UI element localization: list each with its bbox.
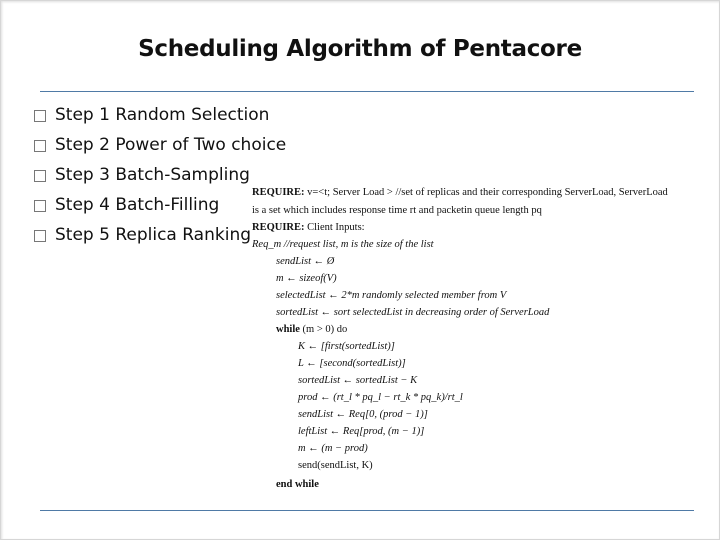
checkbox-bullet-icon xyxy=(34,170,46,182)
algo-line: end while xyxy=(276,479,319,490)
algo-line: sendList ← Ø xyxy=(276,256,335,267)
bullet-text: Step 3 Batch-Sampling xyxy=(55,165,250,185)
algo-line: sortedList ← sortedList − K xyxy=(298,375,418,386)
bullet-text: Step 4 Batch-Filling xyxy=(55,195,220,215)
slide-title: Scheduling Algorithm of Pentacore xyxy=(138,36,582,62)
checkbox-bullet-icon xyxy=(34,140,46,152)
checkbox-bullet-icon xyxy=(34,200,46,212)
algo-line: sendList ← Req[0, (prod − 1)] xyxy=(298,409,428,420)
algo-line: is a set which includes response time rt and packetin queue length pq xyxy=(252,205,542,216)
algo-line: send(sendList, K) xyxy=(298,460,373,471)
checkbox-bullet-icon xyxy=(34,110,46,122)
algo-line: m ← (m − prod) xyxy=(298,443,368,454)
algo-line: Req_m //request list, m is the size of the list xyxy=(252,239,434,250)
algo-line: REQUIRE: v=<t; Server Load > //set of replicas and their corresponding ServerLoad, ServerLoad xyxy=(252,187,668,198)
algo-line: sortedList ← sort selectedList in decreasing order of ServerLoad xyxy=(276,307,550,318)
bullet-text: Step 5 Replica Ranking xyxy=(55,225,252,245)
bullet-list xyxy=(34,100,286,250)
bullet-text: Step 2 Power of Two choice xyxy=(55,135,287,155)
checkbox-bullet-icon xyxy=(34,230,46,242)
bullet-item xyxy=(34,160,286,190)
bullet-item xyxy=(34,190,286,220)
algo-line: REQUIRE: Client Inputs: xyxy=(252,222,365,233)
bullet-item xyxy=(34,100,286,130)
bottom-divider xyxy=(40,510,694,511)
bullet-text: Step 1 Random Selection xyxy=(55,105,270,125)
bullet-item xyxy=(34,130,286,160)
algo-line: prod ← (rt_l * pq_l − rt_k * pq_k)/rt_l xyxy=(298,392,463,403)
algo-line: K ← [first(sortedList)] xyxy=(298,341,395,352)
bullet-item xyxy=(34,220,286,250)
algo-line: leftList ← Req[prod, (m − 1)] xyxy=(298,426,425,437)
top-divider xyxy=(40,91,694,92)
algo-line: m ← sizeof(V) xyxy=(276,273,337,284)
algo-line: while (m > 0) do xyxy=(276,324,348,335)
algo-line: L ← [second(sortedList)] xyxy=(298,358,406,369)
algo-line: selectedList ← 2*m randomly selected member from V xyxy=(276,290,507,301)
